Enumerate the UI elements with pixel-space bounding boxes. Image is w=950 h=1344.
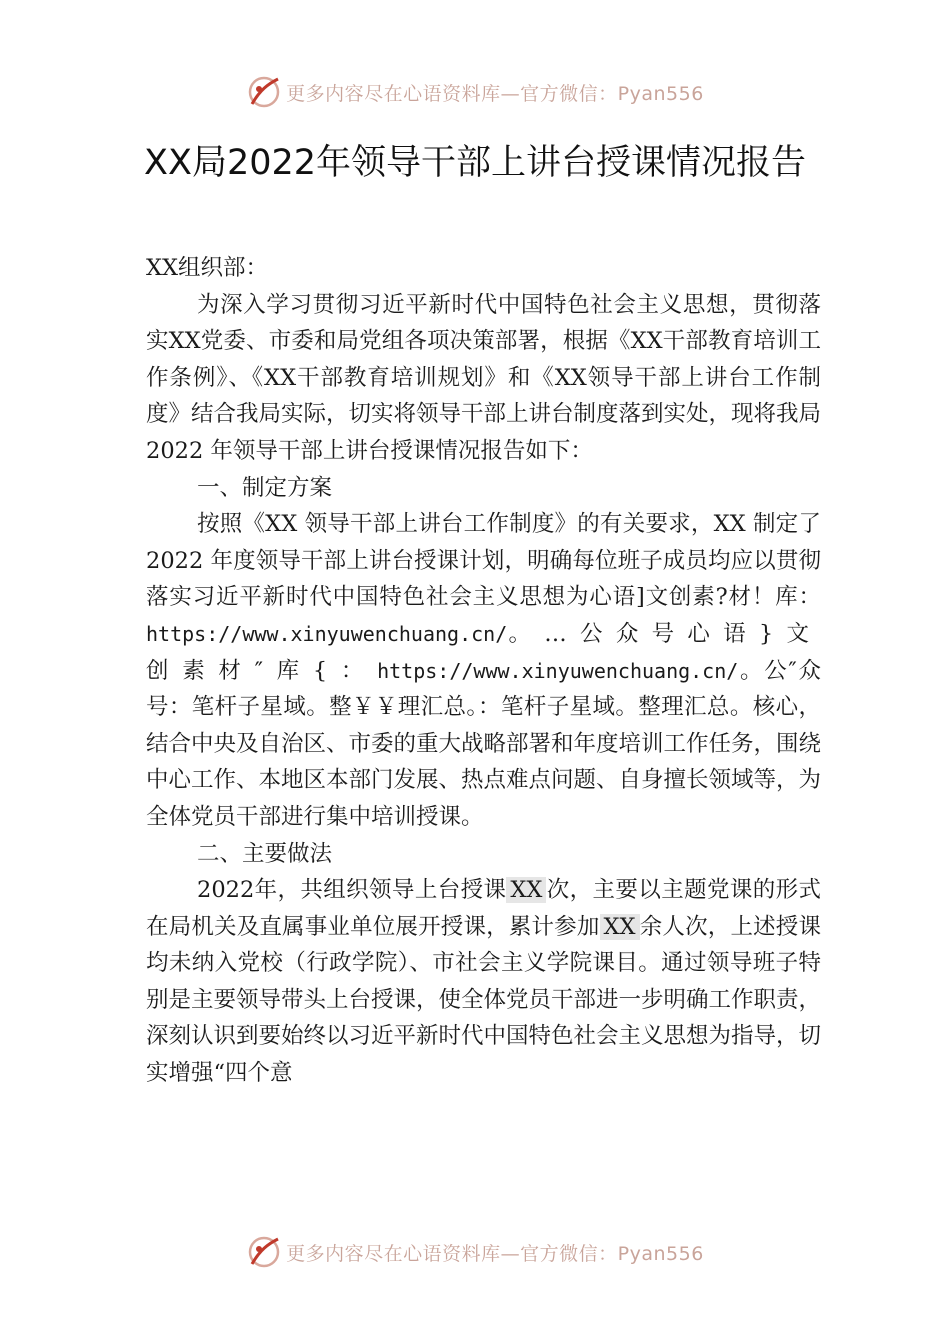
link-url-1[interactable]: https://www.xinyuwenchuang.cn/ [146, 621, 508, 646]
footer-banner [0, 1232, 950, 1272]
logo-icon [246, 74, 282, 110]
banner-handle: Pyan556 [617, 82, 704, 105]
section-heading-2: 二、主要做法 [197, 840, 333, 867]
banner-text: 更多内容尽在心语资料库—官方微信：Pyan556 [286, 1242, 704, 1265]
section-heading-1: 一、制定方案 [197, 474, 333, 501]
logo-icon [246, 1234, 282, 1270]
paragraph-practice: 2022年，共组织领导上台授课 XX 次，主要以主题党课的形式在局机关及直属事业单位展开授课，累计参加 XX 余人次，上述授课均未纳入党校（行政学院）、市社会主义学院课目。通过领导班子特别是主要领导带头上台授课，使全体党员干部进一步明确工作职责，深刻认识到要始终以习近平新时代中国特色社会主义思想为指导，切实增强“四个意 [146, 877, 822, 1087]
link-url-2[interactable]: https://www.xinyuwenchuang.cn/ [377, 658, 739, 683]
header-banner [0, 72, 950, 112]
banner-text: 更多内容尽在心语资料库—官方微信：Pyan556 [286, 82, 704, 105]
addressee: XX组织部： [146, 255, 269, 281]
placeholder-count-1: XX [506, 877, 546, 903]
paragraph-plan: 按照《XX 领导干部上讲台工作制度》的有关要求，XX 制定了 2022 年度领导干部上讲台授课计划，明确每位班子成员均应以贯彻落实习近平新时代中国特色社会主义思想为心语]文创素?材！库：https://www.xinyuwenchuang.cn/。…公众号心语}文创素材″库{：https://www.xinyuwenchuang.cn/。公″众号：笔杆子星域。整￥￥理汇总。：笔杆子星域。整理汇总。核心，结合中央及自治区、市委的重大战略部署和年度培训工作任务，围绕中心工作、本地区本部门发展、热点难点问题、自身擅长领域等，为全体党员干部进行集中培训授课。 [146, 511, 822, 830]
banner-handle: Pyan556 [617, 1242, 704, 1265]
document-title: XX局2022年领导干部上讲台授课情况报告 [143, 143, 807, 183]
placeholder-count-2: XX [600, 914, 640, 940]
paragraph-intro: 为深入学习贯彻习近平新时代中国特色社会主义思想，贯彻落实XX党委、市委和局党组各项决策部署，根据《XX干部教育培训工作条例》、《XX干部教育培训规划》和《XX领导干部上讲台工作制度》结合我局实际，切实将领导干部上讲台制度落到实处，现将我局 2022 年领导干部上讲台授课情况报告如下： [146, 291, 822, 464]
document-body [146, 250, 821, 1092]
